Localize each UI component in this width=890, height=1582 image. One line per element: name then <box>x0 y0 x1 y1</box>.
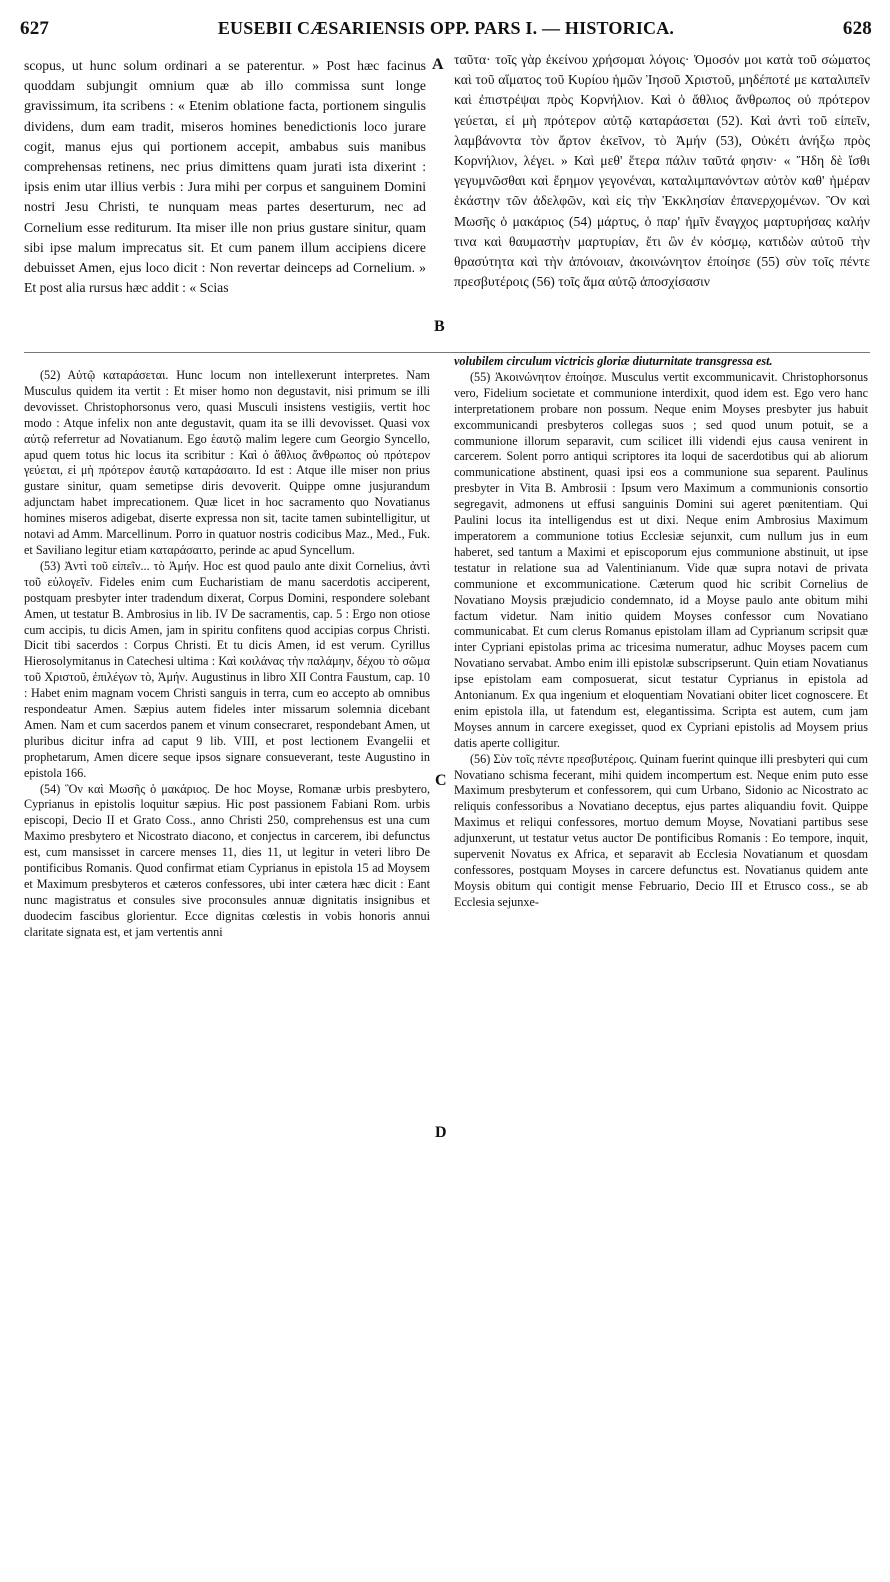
margin-letter-c: C <box>435 772 447 789</box>
margin-letter-b: B <box>434 318 445 335</box>
footnote-53: (53) Ἀντὶ τοῦ εἰπεῖν... τὸ Ἀμήν. Hoc est quod paulo ante dixit Cornelius, ἀντὶ τοῦ εὐλογεῖν. Fideles enim cum Eucharistiam de manu sacerdotis acciperent, postquam presbyter inter tradendum dixerat, Corpus Domini, respondere solebant Amen, ut testatur B. Ambrosius in lib. IV De sacramentis, cap. 5 : Ergo non otiose cum accipis, tu dicis Amen, jam in spiritu confitens quod accipias corpus Christi. Dicit tibi sacerdos : Corpus Christi. Et tu dicis Amen, id est verum. Cyrillus Hierosolymitanus in Catechesi ultima : Καὶ κοιλάνας τὴν παλάμην, δέχου τὸ σῶμα τοῦ Χριστοῦ, ἐπιλέγων τὸ, Ἀμήν. Augustinus in libro XII Contra Faustum, cap. 10 : Habet enim magnam vocem Christi sanguis in terra, cum eo accepto ab omnibus respondeatur Amen. Sæpius autem fideles inter missarum solemnia dicebant Amen. Nam et cum sacerdos panem et vinum consecraret, respondebant Amen, ut pluribus dicitur infra ad caput 9 lib. VIII, et post lectionem Evangelii et prophetarum, Amen dicere seque ipsos signare consueverant, teste Augustino in epistola 166. <box>24 558 430 780</box>
footnote-54: (54) Ὃν καὶ Μωσῆς ὁ μακάριος. De hoc Moyse, Romanæ urbis presbytero, Cyprianus in epistolis loquitur sæpius. Hic post passionem Fabiani Rom. urbis episcopi, Decio II et Grato Coss., anno Christi 250, comprehensus est una cum Maximo presbytero et Nicostrato diacono, et conjectus in carcerem, ibi defunctus est, cum mansisset in carcere menses 11, dies 11, ut legitur in veteri libro De pontificibus Romanis. Quod confirmat etiam Cyprianus in epistola 15 ad Moysem et Maximum presbyteros et cæteros confessores, ubi inter cætera hæc dicit : Eant nunc magistratus et consules sive proconsules annuæ dignitatis insignibus et duodecim fascibus glorientur. Ecce dignitas cœlestis in vobis honoris annui claritate signata est, et jam vertentis anni <box>24 781 430 939</box>
page-number-left: 627 <box>20 18 50 39</box>
footnote-52: (52) Αὐτῷ καταράσεται. Hunc locum non intellexerunt interpretes. Nam Musculus quidem ita vertit : Et miser homo non degustavit, nisi primum se illi devovisset. Christophorsonus vero, quasi Musculi insistens vestigiis, vertit hoc modo : Atque infelix non ante degustavit, quam ita se illi devovisset. Quasi vox αὐτῷ referretur ad Novatianum. Ego ἑαυτῷ malim legere cum Georgio Syncello, apud quem totus hic locus ita scribitur : Καὶ ὁ ἄθλιος ἄνθρωπος οὐ πρότερον γεύεται, εἰ μὴ πρότερον ἑαυτῷ καταράσαιτο. Id est : Atque ille miser non prius gustare sinitur, quam semetipse diris devoverit. Quippe omne jusjurandum adjunctam habet imprecationem. Quæ licet in hoc sacramento quo Novatianus homines miseros adigebat, diserte expressa non sit, tacite tamen subintelligitur, ut notavi ad Amm. Marcellinum. Porro in quatuor nostris codicibus Maz., Med., Fuk. et Saviliano legitur etiam καταράσαιτο, perinde ac apud Syncellum. <box>24 368 430 557</box>
running-title: EUSEBII CÆSARIENSIS OPP. PARS I. — HISTORICA. <box>217 18 675 38</box>
latin-text: scopus, ut hunc solum ordinari a se paterentur. » Post hæc facinus quoddam subjungit omnium quæ ab illo commissa sunt longe gravissimum, ita scribens : « Etenim oblatione facta, portionem singulis dividens, dum eam tradit, miseros homines benedictionis loco jurare cogit, manus ejus qui portionem accepit, ambabus suis manibus comprehensas retinens, nec prius dimittens quam jurati ista dixerint : ipsis enim utar illius verbis : Jura mihi per corpus et sanguinem Domini nostri Jesu Christi, te nunquam meas partes deserturum, nec ad Cornelium esse rediturum. Ita miser ille non prius gustare sinitur, quam sibi ipse malum imprecatus sit. Et cum panem illum accipiens dicere debuisset Amen, ejus loco dicit : Non revertar deinceps ad Cornelium. » Et post alia rursus hæc addit : « Scias <box>24 58 426 296</box>
page-number-right: 628 <box>842 18 872 39</box>
notes-right-column <box>454 354 868 911</box>
footnote-54-continued: volubilem circulum victricis gloriæ diuturnitate transgressa est. <box>454 354 773 368</box>
greek-text: ταῦτα· τοῖς γὰρ ἐκείνου χρήσομαι λόγοις· Ὁμοσόν μοι κατὰ τοῦ σώματος καὶ τοῦ αἵματος τοῦ Κυρίου ἡμῶν Ἰησοῦ Χριστοῦ, μηδέποτέ με καταλιπεῖν καὶ ἐπιστρέψαι πρὸς Κορνήλιον. Καὶ ὁ ἄθλιος ἄνθρωπος οὐ πρότερον γεύεται, εἰ μὴ πρότερον αὐτῷ καταράσεται (52). Καὶ ἀντὶ τοῦ εἰπεῖν, λαμβάνοντα τὸν ἄρτον ἐκεῖνον, τὸ Ἀμήν (53), Οὐκέτι ἀνήξω πρὸς Κορνήλιον, λέγει. » Καὶ μεθ' ἕτερα πάλιν ταῦτά φησιν· « Ἤδη δὲ ἴσθι γεγυμνῶσθαι καὶ ἔρημον γεγονέναι, καταλιμπανόντων αὐτὸν καθ' ἡμέραν ἑκάστην τῶν ἀδελφῶν, καὶ εἰς τὴν Ἐκκλησίαν ἐπανερχομένων. Ὃν καὶ Μωσῆς ὁ μακάριος (54) μάρτυς, ὁ παρ' ἡμῖν ἔναγχος μαρτυρήσας καλήν τινα καὶ θαυμαστὴν μαρτυρίαν, ἔτι ὢν ἐν κόσμῳ, κατιδὼν αὐτοῦ τὴν θρασύτητα καὶ τὴν ἀπόνοιαν, ἀκοινώνητον ἐποίησε (55) σὺν τοῖς πέντε πρεσβυτέροις (56) τοῖς ἅμα αὐτῷ ἀποσχίσασιν <box>454 52 870 290</box>
latin-text-column <box>24 56 426 298</box>
margin-letter-a: A <box>432 56 444 73</box>
margin-letter-d: D <box>435 1124 447 1141</box>
notes-left-column <box>24 368 430 941</box>
footnote-55: (55) Ἀκοινώνητον ἐποίησε. Musculus vertit excommunicavit. Christophorsonus vero, Fidelium societate et communione interdixit, quod idem est. Ego vero hanc interpretationem probare non possum. Neque enim Moyses presbyter jus habuit excommunicandi presbyteros collegas suos ; sed quod unum potuit, se a communione illorum separavit, cum scilicet illi videndi ejus causa venirent in carcerem. Solent porro antiqui scriptores ita loqui de sacerdotibus qui ab aliorum communicatione abstinent, quasi ipsi eos a communione sua separent. Paulinus presbyter in Vita B. Ambrosii : Ipsum vero Maximum a communionis consortio segregavit, admonens ut effusi sanguinis Domini sui ageret pœnitentiam. Qui Paulini locus ita intelligendus est ut dixi. Neque enim Ambrosius Maximum imperatorem a communione totius Ecclesiæ sejunxit, cum nullum jus in eum haberet, sed tantum a Maximi et episcoporum ejus communione abstinuit, ut ipse testatur in relatione sua ad Valentinianum. Vide quæ supra notavi de privata communione et excommunicatione. Cæterum quod hic scribit Cornelius de Novatiano Moysis præjudicio condemnato, id a Moyse paulo ante obitum mihi factum videtur. Nam initio quidem Moyses confessor cum Novatiano communicabat. Et cum clerus Romanus epistolam illam ad Cyprianum scripsit quæ inter Cypriani epistolas prima ac tricesima numeratur, adhuc Moyses pacem cum Novatiano servabat. Ambo enim illi epistolæ subscripserunt. Quin etiam Novatianus ipse epistolam eam composuerat, sicut testatur Cyprianus in epistola ad Antonianum. Ex qua ingenium et eloquentiam Novatiani obiter licet cognoscere. Et enim epistola illa, ut fatendum est, elegantissima. Scripta est autem, cum jam Moyses annum in carcere exegisset, quod ex Cypriani epistolis ad Moysem prius datis aperte colligitur. <box>454 369 868 750</box>
footnote-separator <box>24 352 870 353</box>
footnote-56: (56) Σὺν τοῖς πέντε πρεσβυτέροις. Quinam fuerint quinque illi presbyteri qui cum Novatiano schisma fecerant, mihi quidem incompertum est. Neque enim puto esse Maximum presbyterum et confessorem, qui cum Urbano, Sidonio ac Nicostrato ac reliquis confessoribus a Novatiano deceptus, ejus partes aliquandiu fovit. Quippe Maximus et reliqui confessores, mortuo demum Moyse, Novatiani partibus sese adjunxerunt, ut testatur vetus auctor De pontificibus Romanis : Eo tempore, inquit, supervenit Novatus ex Africa, et separavit ab Ecclesia Novatianum et quosdam confessores, postquam Moyses in carcere defunctus est. Novatianus quidem ante Moysis obitum qui contigit mense Februario, Decio III et Etrusco coss., se ab Ecclesia sejunxe- <box>454 751 868 909</box>
page-header <box>18 14 874 44</box>
greek-text-column <box>454 50 870 292</box>
